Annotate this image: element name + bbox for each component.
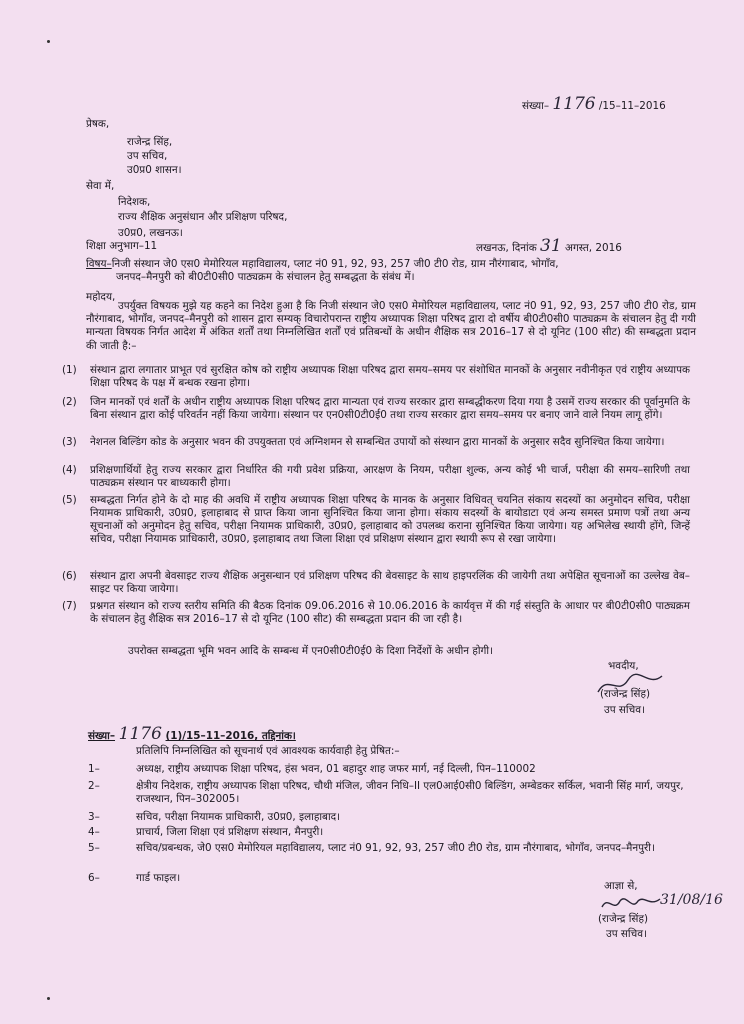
signature-name: (राजेन्द्र सिंह) xyxy=(600,688,651,700)
condition-number: (4) xyxy=(62,464,77,476)
sender-name: राजेन्द्र सिंह, xyxy=(127,136,173,148)
letter-date: लखनऊ, दिनांक 31 अगस्त, 2016 xyxy=(476,236,622,256)
copy-text: अध्यक्ष, राष्ट्रीय अध्यापक शिक्षा परिषद, हंस भवन, 01 बहादुर शाह जफर मार्ग, नई दिल्ली, पिन–110002 xyxy=(136,763,536,775)
condition-text: जिन मानकों एवं शर्तों के अधीन राष्ट्रीय अध्यापक शिक्षा परिषद द्वारा मान्यता एवं राज्य सरकार द्वारा सम्बद्धीकरण दिया गया है उसमें राज्य सरकार की पूर्वानुमति के बिना संस्थान द्वारा कोई परिवर्तन नहीं किया जायेगा। संस्थान पर एन0सी0टी0ई0 तथा राज्य सरकार द्वारा समय–समय पर बनाए जाने वाले नियम लागू होंगे। xyxy=(90,396,690,421)
recipient-label: सेवा में, xyxy=(86,180,115,192)
condition-item xyxy=(62,436,690,449)
copy-number: 5– xyxy=(88,842,100,854)
reference-number: संख्या– 1176 /15–11–2016 xyxy=(522,94,666,114)
handwritten-day: 31 xyxy=(540,236,562,256)
handwritten-date: 31/08/16 xyxy=(660,892,723,908)
handwritten-copy-no: 1176 xyxy=(118,724,162,744)
recipient-city: उ0प्र0, लखनऊ। xyxy=(118,227,183,239)
punch-dot xyxy=(47,40,50,43)
order-text: आज्ञा से, xyxy=(604,880,638,892)
copy-number: 1– xyxy=(88,763,100,775)
signature-post: उप सचिव। xyxy=(604,704,645,716)
subject-label: विषय– xyxy=(86,258,112,270)
sender-post: उप सचिव, xyxy=(127,150,168,162)
condition-number: (5) xyxy=(62,494,77,506)
condition-item xyxy=(62,494,690,546)
signature-closing: भवदीय, xyxy=(608,660,639,672)
condition-text: नेशनल बिल्डिंग कोड के अनुसार भवन की उपयुक्तता एवं अग्निशमन से सम्बन्धित उपायों को संस्थान द्वारा मानकों के अनुसार सदैव सुनिश्चित किया जायेगा। xyxy=(90,436,665,448)
copy-text: सचिव/प्रबन्धक, जे0 एस0 मेमोरियल महाविद्यालय, प्लाट नं0 91, 92, 93, 257 जी0 टी0 रोड, ग्राम नौरंगाबाद, भोगाँव, जनपद–मैनपुरी। xyxy=(136,842,655,854)
condition-text: संस्थान द्वारा लगातार प्राभूत एवं सुरक्षित कोष को राष्ट्रीय अध्यापक शिक्षा परिषद द्वारा समय–समय पर संशोधित मानकों के अनुसार नवीनीकृत एवं राष्ट्रीय अध्यापक शिक्षा परिषद के पक्ष में बन्धक रखना होगा। xyxy=(90,364,690,389)
copy-text: सचिव, परीक्षा नियामक प्राधिकारी, उ0प्र0, इलाहाबाद। xyxy=(136,811,341,823)
condition-text: प्रश्नगत संस्थान को राज्य स्तरीय समिति की बैठक दिनांक 09.06.2016 से 10.06.2016 के कार्यवृत्त में की गई संस्तुति के आधार पर बी0टी0सी0 पाठ्यक्रम के संचालन हेतु शैक्षिक सत्र 2016–17 से दो यूनिट (100 सीट) की सम्बद्धता प्रदान की जा रही है। xyxy=(90,600,690,625)
copy-number: 6– xyxy=(88,872,100,884)
copy-item xyxy=(88,826,696,839)
copy-text: प्राचार्य, जिला शिक्षा एवं प्रशिक्षण संस्थान, मैनपुरी। xyxy=(136,826,324,838)
condition-number: (2) xyxy=(62,396,77,408)
condition-item xyxy=(62,464,690,490)
recipient-post: निदेशक, xyxy=(118,196,151,208)
condition-number: (3) xyxy=(62,436,77,448)
copy-item xyxy=(88,763,696,776)
closing-note: उपरोक्त सम्बद्धता भूमि भवन आदि के सम्बन्ध में एन0सी0टी0ई0 के दिशा निर्देशों के अधीन होगी। xyxy=(128,645,494,657)
copy-text: क्षेत्रीय निदेशक, राष्ट्रीय अध्यापक शिक्षा परिषद, चौथी मंजिल, जीवन निधि–II एल0आई0सी0 बिल्डिंग, अम्बेडकर सर्किल, भवानी सिंह मार्ग, जयपुर, राजस्थान, पिन–302005। xyxy=(136,780,684,805)
salutation: महोदय, xyxy=(86,291,116,303)
copy-number: 2– xyxy=(88,780,100,792)
condition-number: (1) xyxy=(62,364,77,376)
condition-item xyxy=(62,570,690,596)
copy-number: 3– xyxy=(88,811,100,823)
copy-text: गार्ड फाइल। xyxy=(136,872,181,884)
condition-text: संस्थान द्वारा अपनी बेवसाइट राज्य शैक्षिक अनुसन्धान एवं प्रशिक्षण परिषद की बेवसाइट के साथ हाइपरलिंक की जायेगी तथा अपेक्षित सूचनाओं का उल्लेख वेब–साइट पर किया जायेगा। xyxy=(90,570,690,595)
subject-line2: जनपद–मैनपुरी को बी0टी0सी0 पाठ्यक्रम के संचालन हेतु सम्बद्धता के संबंध में। xyxy=(116,271,415,283)
condition-text: प्रशिक्षणार्थियों हेतु राज्य सरकार द्वारा निर्धारित की गयी प्रवेश प्रक्रिया, आरक्षण के नियम, परीक्षा शुल्क, अन्य कोई भी चार्ज, परीक्षा की समय–सारिणी तथा पाठ्यक्रम संस्थान पर बाध्यकारी होगा। xyxy=(90,464,690,489)
subject-block xyxy=(86,258,696,284)
copy-number: 4– xyxy=(88,826,100,838)
condition-text: सम्बद्धता निर्गत होने के दो माह की अवधि में राष्ट्रीय अध्यापक शिक्षा परिषद के मानक के अनुसार विधिवत् चयनित संकाय सदस्यों का अनुमोदन सचिव, परीक्षा नियामक प्राधिकारी, उ0प्र0, इलाहाबाद से प्राप्त किया जाना सुनिश्चित किया जाना होगा। संकाय सदस्यों के बायोडाटा एवं अन्य समस्त प्रमाण पत्रों तथा अन्य सूचनाओं को अनुमोदन हेतु सचिव, परीक्षा नियामक प्राधिकारी, उ0प्र0, इलाहाबाद को उपलब्ध कराना सुनिश्चित किया जायेगा। यह अभिलेख स्थायी होंगे, जिन्हें सचिव, परीक्षा नियामक प्राधिकारी, उ0प्र0, इलाहाबाद तथा जिला शिक्षा एवं प्रशिक्षण संस्थान द्वारा स्थायी रूप से रखा जायेगा। xyxy=(90,494,690,545)
condition-number: (7) xyxy=(62,600,77,612)
copy-item xyxy=(88,842,696,855)
condition-item xyxy=(62,396,690,422)
condition-number: (6) xyxy=(62,570,77,582)
condition-item xyxy=(62,600,690,626)
copy-item xyxy=(88,780,696,806)
sender-org: उ0प्र0 शासन। xyxy=(127,164,182,176)
signature-scribble xyxy=(598,893,668,915)
signature-post: उप सचिव। xyxy=(606,928,647,940)
intro-paragraph: उपर्युक्त विषयक मुझे यह कहने का निदेश हुआ है कि निजी संस्थान जे0 एस0 मेमोरियल महाविद्यालय, प्लाट नं0 91, 92, 93, 257 जी0 टी0 रोड, ग्राम नौरंगाबाद, भोगाँव, जनपद–मैनपुरी को शासन द्वारा सम्यक् विचारोपरान्त राष्ट्रीय अध्यापक शिक्षा परिषद द्वारा दो वर्षीय बी0टी0सी0 पाठ्यक्रम के संचालन हेतु दी गयी मान्यता विषयक निर्गत आदेश में अंकित शर्तों तथा निम्नलिखित शर्तों एवं प्रतिबन्धों के अधीन शैक्षिक सत्र 2016–17 से दो यूनिट (100 सीट) की सम्बद्धता प्रदान की जाती है:– xyxy=(86,300,696,352)
handwritten-ref-no: 1176 xyxy=(552,94,596,114)
recipient-org: राज्य शैक्षिक अनुसंधान और प्रशिक्षण परिषद, xyxy=(118,211,288,223)
condition-item xyxy=(62,364,690,390)
sender-label: प्रेषक, xyxy=(86,118,110,130)
subject-line1: निजी संस्थान जे0 एस0 मेमोरियल महाविद्यालय, प्लाट नं0 91, 92, 93, 257 जी0 टी0 रोड, ग्राम नौरंगाबाद, भोगाँव, xyxy=(111,258,559,270)
copy-intro: प्रतिलिपि निम्नलिखित को सूचनार्थ एवं आवश्यक कार्यवाही हेतु प्रेषित:– xyxy=(136,745,400,757)
copy-item xyxy=(88,811,696,824)
signature-name: (राजेन्द्र सिंह) xyxy=(598,913,649,925)
punch-dot xyxy=(47,997,50,1000)
section-name: शिक्षा अनुभाग–11 xyxy=(86,240,158,252)
copy-reference: संख्या– 1176 (1)/15–11–2016, तद्दिनांक। xyxy=(88,724,296,744)
